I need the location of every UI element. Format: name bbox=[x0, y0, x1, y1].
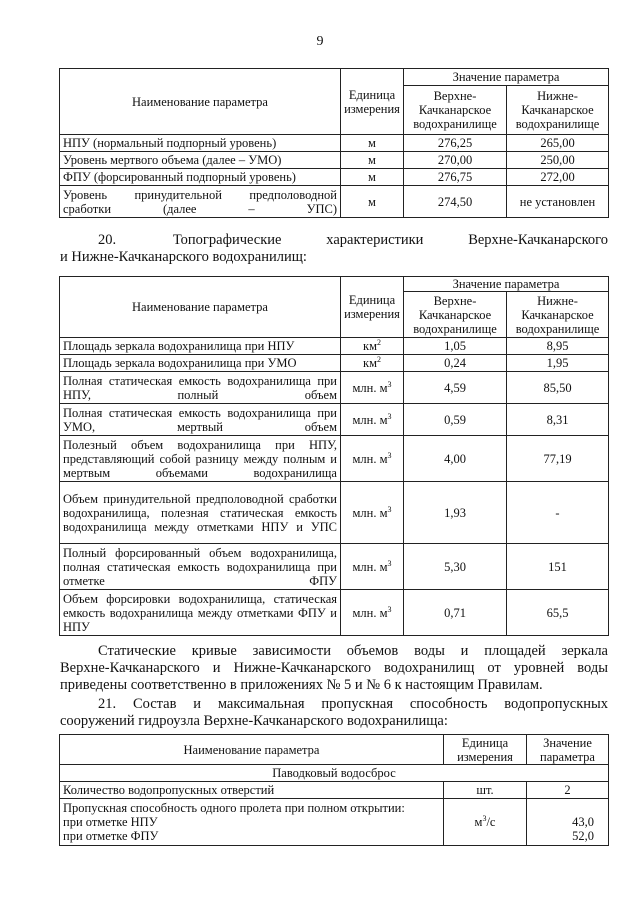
row-name: Объем принудительной предполоводной сработки водохранилища, полезная статическая емкость водохранилища между отметками НПУ и УПС bbox=[60, 482, 341, 544]
row-name: Полезный объем водохранилища при НПУ, представляющий собой разницу между полным и мертвым объемами водохранилища bbox=[60, 436, 341, 482]
row-subitem-fpu: при отметке ФПУ bbox=[63, 829, 159, 843]
value-fpu: 52,0 bbox=[572, 829, 594, 843]
unit-exponent: 3 bbox=[387, 604, 392, 614]
row-unit bbox=[341, 372, 404, 404]
table-row bbox=[60, 482, 609, 544]
row-unit bbox=[341, 338, 404, 355]
row-lower-value: 272,00 bbox=[507, 169, 609, 186]
unit-exponent: 3 bbox=[387, 558, 392, 568]
row-values bbox=[527, 799, 609, 846]
row-name: Уровень принудительной предполоводной сработки (далее – УПС) bbox=[60, 186, 341, 218]
unit-text: млн. м bbox=[352, 505, 388, 520]
row-upper-value: 4,00 bbox=[404, 436, 507, 482]
row-unit: м bbox=[341, 135, 404, 152]
row-name bbox=[60, 799, 444, 846]
paragraph-21 bbox=[60, 696, 608, 730]
header-upper-reservoir: Верхне-Качканарское водохранилище bbox=[404, 292, 507, 338]
row-lower-value: 65,5 bbox=[507, 590, 609, 636]
header-value: Значение параметра bbox=[404, 69, 609, 86]
row-lower-value: 151 bbox=[507, 544, 609, 590]
paragraph-21-line2: сооружений гидроузла Верхне-Качканарского водохранилища: bbox=[60, 713, 448, 729]
unit-exponent: 3 bbox=[387, 411, 392, 421]
header-lower-reservoir: Нижне-Качканарское водохранилище bbox=[507, 86, 609, 135]
row-lower-value: 250,00 bbox=[507, 152, 609, 169]
topographic-table bbox=[59, 276, 609, 636]
header-parameter-name: Наименование параметра bbox=[60, 69, 341, 135]
unit-exponent: 3 bbox=[482, 813, 487, 823]
header-unit: Единица измерения bbox=[341, 69, 404, 135]
unit-text: м bbox=[474, 815, 483, 829]
table-row bbox=[60, 404, 609, 436]
row-lower-value: - bbox=[507, 482, 609, 544]
row-name: Уровень мертвого объема (далее – УМО) bbox=[60, 152, 341, 169]
unit-suffix: /с bbox=[486, 815, 496, 829]
unit-text: млн. м bbox=[352, 559, 388, 574]
row-upper-value: 0,24 bbox=[404, 355, 507, 372]
row-upper-value: 0,59 bbox=[404, 404, 507, 436]
row-lower-value: 8,31 bbox=[507, 404, 609, 436]
paragraph-20-number: 20. bbox=[98, 232, 117, 248]
row-name: Объем форсировки водохранилища, статическая емкость водохранилища между отметками ФПУ и НПУ bbox=[60, 590, 341, 636]
row-upper-value: 276,25 bbox=[404, 135, 507, 152]
section-title: Паводковый водосброс bbox=[60, 765, 609, 782]
row-upper-value: 274,50 bbox=[404, 186, 507, 218]
table-row bbox=[60, 355, 609, 372]
row-unit bbox=[341, 590, 404, 636]
table-row bbox=[60, 152, 609, 169]
row-subitem-npu: при отметке НПУ bbox=[63, 815, 158, 829]
row-value: 2 bbox=[527, 782, 609, 799]
header-unit: Единица измерения bbox=[341, 277, 404, 338]
row-lower-value: не установлен bbox=[507, 186, 609, 218]
unit-text: км bbox=[363, 356, 377, 370]
row-title: Пропускная способность одного пролета при полном открытии: bbox=[63, 801, 405, 815]
unit-exponent: 3 bbox=[387, 450, 392, 460]
row-lower-value: 85,50 bbox=[507, 372, 609, 404]
row-lower-value: 77,19 bbox=[507, 436, 609, 482]
paragraph-curves-line2: Верхне-Качканарского и Нижне-Качканарского водохранилищ от уровней воды bbox=[60, 660, 608, 676]
spillway-table bbox=[59, 734, 609, 846]
row-unit bbox=[341, 404, 404, 436]
row-name: ФПУ (форсированный подпорный уровень) bbox=[60, 169, 341, 186]
paragraph-20-line2: и Нижне-Качканарского водохранилищ: bbox=[60, 249, 307, 265]
table-row bbox=[60, 169, 609, 186]
row-name: Полная статическая емкость водохранилища при НПУ, полный объем bbox=[60, 372, 341, 404]
paragraph-20-line1: Топографические характеристики Верхне-Качканарского bbox=[172, 232, 608, 248]
unit-text: км bbox=[363, 339, 377, 353]
paragraph-20 bbox=[60, 232, 608, 266]
row-name: НПУ (нормальный подпорный уровень) bbox=[60, 135, 341, 152]
row-unit bbox=[341, 544, 404, 590]
unit-exponent: 2 bbox=[376, 354, 381, 364]
table-row bbox=[60, 544, 609, 590]
table-row bbox=[60, 782, 609, 799]
header-value: Значение параметра bbox=[404, 277, 609, 292]
unit-text: млн. м bbox=[352, 380, 388, 395]
row-unit bbox=[341, 482, 404, 544]
table-row bbox=[60, 436, 609, 482]
value-npu: 43,0 bbox=[572, 815, 594, 829]
row-name: Площадь зеркала водохранилища при УМО bbox=[60, 355, 341, 372]
paragraph-curves-line3: приведены соответственно в приложениях № 5 и № 6 к настоящим Правилам. bbox=[60, 677, 543, 693]
row-name: Количество водопропускных отверстий bbox=[60, 782, 444, 799]
unit-exponent: 3 bbox=[387, 379, 392, 389]
row-lower-value: 265,00 bbox=[507, 135, 609, 152]
table-row bbox=[60, 135, 609, 152]
table-row bbox=[60, 186, 609, 218]
row-unit: м bbox=[341, 152, 404, 169]
unit-exponent: 3 bbox=[387, 504, 392, 514]
row-upper-value: 276,75 bbox=[404, 169, 507, 186]
unit-text: млн. м bbox=[352, 605, 388, 620]
row-unit bbox=[444, 799, 527, 846]
row-name: Площадь зеркала водохранилища при НПУ bbox=[60, 338, 341, 355]
paragraph-curves-line1: Статические кривые зависимости объемов воды и площадей зеркала bbox=[98, 643, 608, 659]
paragraph-21-line1: 21. Состав и максимальная пропускная способность водопропускных bbox=[98, 696, 608, 712]
table-row bbox=[60, 338, 609, 355]
row-unit: м bbox=[341, 186, 404, 218]
paragraph-curves bbox=[60, 643, 608, 694]
row-upper-value: 1,05 bbox=[404, 338, 507, 355]
row-unit bbox=[341, 436, 404, 482]
unit-text: млн. м bbox=[352, 451, 388, 466]
header-parameter-name: Наименование параметра bbox=[60, 277, 341, 338]
header-upper-reservoir: Верхне-Качканарское водохранилище bbox=[404, 86, 507, 135]
row-unit bbox=[341, 355, 404, 372]
row-upper-value: 0,71 bbox=[404, 590, 507, 636]
row-upper-value: 270,00 bbox=[404, 152, 507, 169]
unit-text: млн. м bbox=[352, 412, 388, 427]
row-unit: м bbox=[341, 169, 404, 186]
row-unit: шт. bbox=[444, 782, 527, 799]
table-row bbox=[60, 799, 609, 846]
row-upper-value: 5,30 bbox=[404, 544, 507, 590]
row-lower-value: 8,95 bbox=[507, 338, 609, 355]
header-unit: Единица измерения bbox=[444, 735, 527, 765]
table-row bbox=[60, 590, 609, 636]
reservoir-levels-table bbox=[59, 68, 609, 218]
header-value: Значение параметра bbox=[527, 735, 609, 765]
row-lower-value: 1,95 bbox=[507, 355, 609, 372]
header-lower-reservoir: Нижне-Качканарское водохранилище bbox=[507, 292, 609, 338]
header-parameter-name: Наименование параметра bbox=[60, 735, 444, 765]
row-upper-value: 1,93 bbox=[404, 482, 507, 544]
row-name: Полная статическая емкость водохранилища при УМО, мертвый объем bbox=[60, 404, 341, 436]
row-upper-value: 4,59 bbox=[404, 372, 507, 404]
row-name: Полный форсированный объем водохранилища, полная статическая емкость водохранилища при отметке ФПУ bbox=[60, 544, 341, 590]
table-row bbox=[60, 372, 609, 404]
page-number: 9 bbox=[316, 34, 324, 49]
unit-exponent: 2 bbox=[376, 337, 381, 347]
